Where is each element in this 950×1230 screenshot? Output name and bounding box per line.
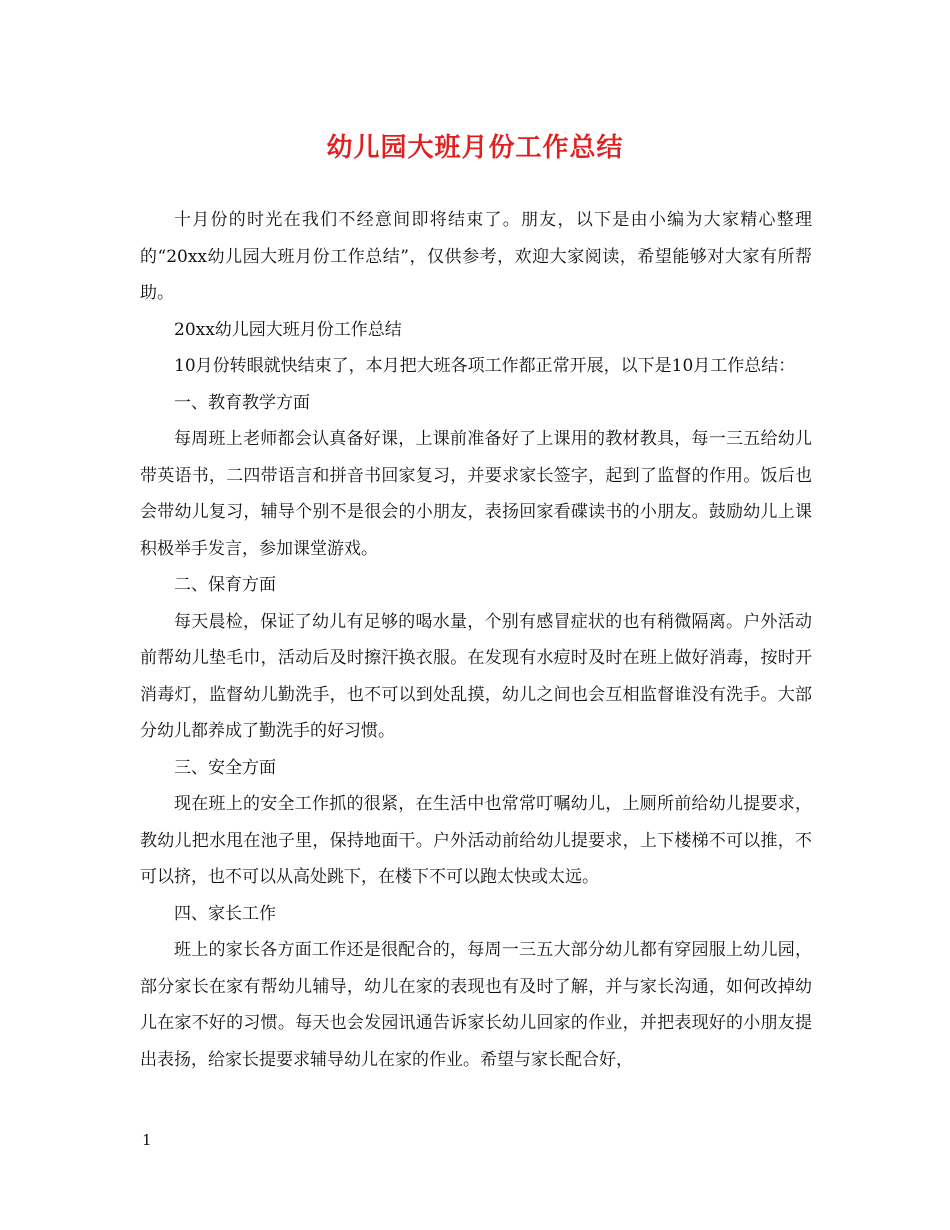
section-heading-teaching: 一、教育教学方面: [174, 392, 310, 413]
page-number: 1: [142, 1131, 152, 1149]
document-body: [140, 202, 812, 1078]
paragraph-care: 每天晨检，保证了幼儿有足够的喝水量，个别有感冒症状的也有稍微隔离。户外活动前帮幼儿垫毛巾，活动后及时擦汗换衣服。在发现有水痘时及时在班上做好消毒，按时开消毒灯，监督幼儿勤洗手，也不可以到处乱摸，幼儿之间也会互相监督谁没有洗手。大部分幼儿都养成了勤洗手的好习惯。: [140, 611, 812, 741]
document-title: 幼儿园大班月份工作总结: [326, 133, 624, 163]
paragraph-teaching: 每周班上老师都会认真备好课，上课前准备好了上课用的教材教具，每一三五给幼儿带英语书，二四带语言和拼音书回家复习，并要求家长签字，起到了监督的作用。饭后也会带幼儿复习，辅导个别不是很会的小朋友，表扬回家看碟读书的小朋友。鼓励幼儿上课积极举手发言，参加课堂游戏。: [140, 429, 812, 559]
section-heading-parents: 四、家长工作: [174, 903, 276, 924]
paragraph-parents: 班上的家长各方面工作还是很配合的，每周一三五大部分幼儿都有穿园服上幼儿园，部分家长在家有帮幼儿辅导，幼儿在家的表现也有及时了解，并与家长沟通，如何改掉幼儿在家不好的习惯。每天也会发园讯通告诉家长幼儿回家的作业，并把表现好的小朋友提出表扬，给家长提要求辅导幼儿在家的作业。希望与家长配合好，: [140, 940, 812, 1070]
paragraph-summary-lead: 10月份转眼就快结束了，本月把大班各项工作都正常开展，以下是10月工作总结：: [174, 356, 796, 376]
paragraph-subtitle: 20xx幼儿园大班月份工作总结: [174, 319, 402, 340]
section-heading-safety: 三、安全方面: [174, 757, 276, 778]
paragraph-safety: 现在班上的安全工作抓的很紧，在生活中也常常叮嘱幼儿，上厕所前给幼儿提要求，教幼儿把水甩在池子里，保持地面干。户外活动前给幼儿提要求，上下楼梯不可以推，不可以挤，也不可以从高处跳下，在楼下不可以跑太快或太远。: [140, 794, 812, 887]
section-heading-care: 二、保育方面: [174, 575, 276, 595]
paragraph-intro: 十月份的时光在我们不经意间即将结束了。朋友，以下是由小编为大家精心整理的“20xx幼儿园大班月份工作总结”，仅供参考，欢迎大家阅读，希望能够对大家有所帮助。: [140, 210, 812, 303]
